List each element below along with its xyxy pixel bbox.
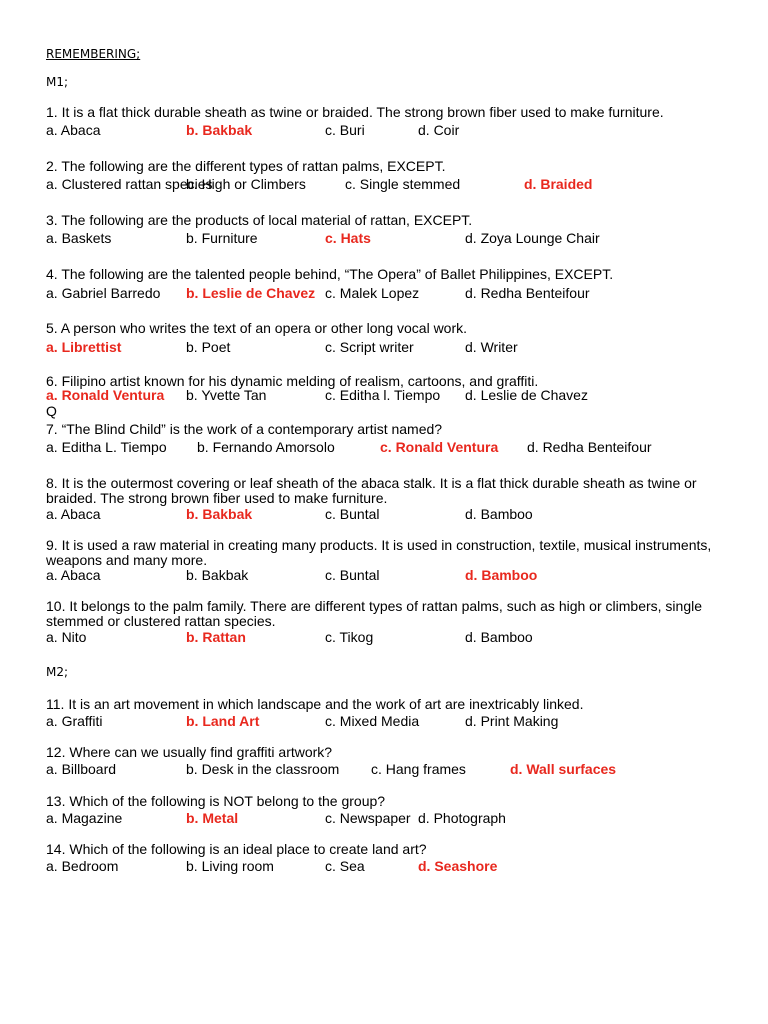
answer-option: d. Bamboo xyxy=(465,567,538,583)
answer-choice: c. Sea xyxy=(325,858,365,874)
answer-option: c. Hats xyxy=(325,230,371,246)
answer-option: d. Wall surfaces xyxy=(510,761,617,777)
answer-choice: b. Desk in the classroom xyxy=(186,761,340,777)
module-label-m1: M1; xyxy=(46,75,69,89)
answer-choice: c. Buntal xyxy=(325,567,380,583)
answer-choice: d. Redha Benteifour xyxy=(527,439,652,455)
question-text: 11. It is an art movement in which landscape and the work of art are inextricably linked. xyxy=(46,696,584,712)
question-text: 13. Which of the following is NOT belong to the group? xyxy=(46,793,386,809)
question-text: 1. It is a flat thick durable sheath as twine or braided. The strong brown fiber used to make furniture. xyxy=(46,104,664,120)
answer-choice: a. Magazine xyxy=(46,810,123,826)
answer-option: b. Bakbak xyxy=(186,122,253,138)
answer-choice: b. Furniture xyxy=(186,230,258,246)
question-text: 6. Filipino artist known for his dynamic melding of realism, cartoons, and graffiti. xyxy=(46,373,539,389)
question-text: 12. Where can we usually find graffiti artwork? xyxy=(46,744,333,760)
answer-option: b. Metal xyxy=(186,810,239,826)
answer-choice: a. Clustered rattan species xyxy=(46,176,213,192)
section-heading: REMEMBERING; xyxy=(46,47,141,61)
answer-choice: c. Tikog xyxy=(325,629,374,645)
stray-character: Q xyxy=(46,403,57,419)
question-text: 2. The following are the different types of rattan palms, EXCEPT. xyxy=(46,158,446,174)
question-text: braided. The strong brown fiber used to make furniture. xyxy=(46,490,388,506)
answer-option: b. Rattan xyxy=(186,629,246,645)
answer-choice: b. Yvette Tan xyxy=(186,387,267,403)
question-text: 3. The following are the products of local material of rattan, EXCEPT. xyxy=(46,212,473,228)
answer-choice: c. Buri xyxy=(325,122,365,138)
answer-choice: c. Hang frames xyxy=(371,761,466,777)
answer-choice: c. Script writer xyxy=(325,339,414,355)
answer-choice: d. Zoya Lounge Chair xyxy=(465,230,600,246)
answer-choice: c. Newspaper xyxy=(325,810,411,826)
answer-option: c. Ronald Ventura xyxy=(380,439,499,455)
answer-option: d. Braided xyxy=(524,176,593,192)
answer-choice: c. Malek Lopez xyxy=(325,285,420,301)
question-text: 14. Which of the following is an ideal place to create land art? xyxy=(46,841,427,857)
question-text: stemmed or clustered rattan species. xyxy=(46,613,276,629)
question-text: 7. “The Blind Child” is the work of a contemporary artist named? xyxy=(46,421,443,437)
answer-choice: d. Print Making xyxy=(465,713,559,729)
answer-choice: a. Graffiti xyxy=(46,713,103,729)
module-label-m2: M2; xyxy=(46,665,69,679)
answer-choice: b. Fernando Amorsolo xyxy=(197,439,335,455)
answer-choice: a. Nito xyxy=(46,629,87,645)
question-text: 4. The following are the talented people behind, “The Opera” of Ballet Philippines, EXCEPT. xyxy=(46,266,614,282)
answer-choice: d. Coir xyxy=(418,122,460,138)
answer-choice: a. Gabriel Barredo xyxy=(46,285,161,301)
question-text: 9. It is used a raw material in creating many products. It is used in construction, textile, musical instruments, xyxy=(46,537,712,553)
answer-choice: a. Abaca xyxy=(46,567,101,583)
answer-choice: a. Baskets xyxy=(46,230,112,246)
answer-option: a. Librettist xyxy=(46,339,122,355)
answer-choice: c. Editha l. Tiempo xyxy=(325,387,441,403)
answer-choice: c. Buntal xyxy=(325,506,380,522)
answer-choice: a. Abaca xyxy=(46,506,101,522)
answer-choice: d. Photograph xyxy=(418,810,506,826)
answer-choice: b. Living room xyxy=(186,858,274,874)
answer-choice: d. Leslie de Chavez xyxy=(465,387,588,403)
answer-choice: d. Writer xyxy=(465,339,518,355)
answer-choice: c. Single stemmed xyxy=(345,176,461,192)
answer-choice: a. Abaca xyxy=(46,122,101,138)
answer-choice: c. Mixed Media xyxy=(325,713,420,729)
answer-option: b. Bakbak xyxy=(186,506,253,522)
answer-choice: d. Bamboo xyxy=(465,629,533,645)
answer-choice: d. Bamboo xyxy=(465,506,533,522)
answer-choice: a. Billboard xyxy=(46,761,117,777)
answer-choice: b. High or Climbers xyxy=(186,176,306,192)
question-text: weapons and many more. xyxy=(46,552,208,568)
answer-choice: a. Editha L. Tiempo xyxy=(46,439,167,455)
question-text: 5. A person who writes the text of an opera or other long vocal work. xyxy=(46,320,468,336)
answer-option: a. Ronald Ventura xyxy=(46,387,165,403)
answer-choice: d. Redha Benteifour xyxy=(465,285,590,301)
question-text: 10. It belongs to the palm family. There are different types of rattan palms, such as high or climbers, single xyxy=(46,598,702,614)
answer-option: b. Leslie de Chavez xyxy=(186,285,316,301)
answer-option: d. Seashore xyxy=(418,858,498,874)
answer-choice: a. Bedroom xyxy=(46,858,119,874)
answer-choice: b. Bakbak xyxy=(186,567,249,583)
answer-choice: b. Poet xyxy=(186,339,231,355)
answer-option: b. Land Art xyxy=(186,713,260,729)
question-text: 8. It is the outermost covering or leaf sheath of the abaca stalk. It is a flat thick durable sheath as twine or xyxy=(46,475,697,491)
